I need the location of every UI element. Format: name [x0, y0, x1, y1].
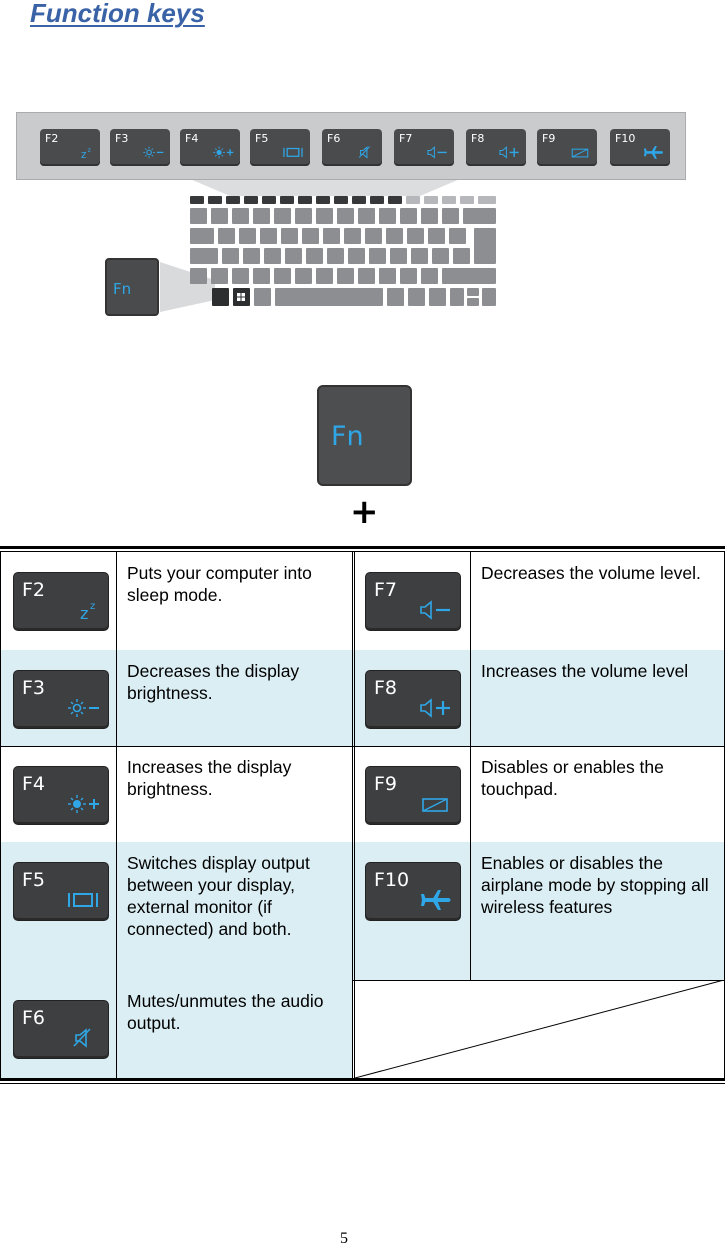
- column-divider: [352, 552, 353, 1078]
- key-label: F3: [22, 677, 46, 699]
- key-label: F7: [374, 579, 398, 601]
- key-f8: [365, 670, 461, 729]
- key-description: Puts your computer into sleep mode.: [127, 563, 312, 605]
- key-label: F5: [22, 869, 46, 891]
- touchpad-icon: [569, 144, 591, 160]
- function-key-label: F10: [615, 132, 636, 145]
- function-key-label: F7: [399, 132, 413, 145]
- brightness-down-icon: [66, 695, 100, 719]
- display-switch-icon: [66, 887, 100, 911]
- plus-sign: +: [350, 492, 379, 532]
- volume-down-icon: [426, 144, 448, 160]
- column-divider: [116, 552, 117, 1078]
- function-key-f8: [466, 129, 526, 166]
- volume-up-icon: [498, 144, 520, 160]
- key-description: Increases the volume level: [481, 661, 689, 681]
- svg-text:z: z: [81, 149, 87, 160]
- volume-up-icon: [418, 695, 452, 719]
- keyboard-illustration: [190, 194, 500, 314]
- function-key-label: F6: [327, 132, 341, 145]
- key-f3: [13, 670, 109, 729]
- function-key-label: F2: [45, 132, 59, 145]
- sleep-icon: [66, 597, 100, 621]
- key-f4: [13, 766, 109, 825]
- airplane-icon: [642, 144, 664, 160]
- mute-icon: [354, 144, 376, 160]
- row-divider: [0, 746, 725, 747]
- key-label: F4: [22, 773, 46, 795]
- function-key-label: F8: [471, 132, 485, 145]
- key-f7: [365, 572, 461, 631]
- function-key-f6: [322, 129, 382, 166]
- display-switch-icon: [282, 144, 304, 160]
- touchpad-icon: [418, 791, 452, 815]
- key-label: F9: [374, 773, 398, 795]
- brightness-up-icon: [212, 144, 234, 160]
- key-description: Disables or enables the touchpad.: [481, 757, 664, 799]
- page-title: Function keys: [30, 0, 205, 28]
- function-key-f4: [180, 129, 240, 166]
- function-key-f10: [610, 129, 670, 166]
- key-description: Increases the display brightness.: [127, 757, 292, 799]
- key-description: Mutes/unmutes the audio output.: [127, 991, 324, 1033]
- function-key-label: F3: [115, 132, 129, 145]
- key-label: F10: [374, 869, 410, 891]
- key-description: Decreases the display brightness.: [127, 661, 300, 703]
- function-key-f2: [40, 129, 100, 166]
- svg-text:z: z: [87, 145, 91, 154]
- key-description: Switches display output between your display, external monitor (if connected) and both.: [127, 853, 310, 939]
- function-key-f5: [250, 129, 310, 166]
- key-label: F8: [374, 677, 398, 699]
- function-key-f7: [394, 129, 454, 166]
- column-divider: [0, 552, 1, 1078]
- function-key-label: F9: [542, 132, 556, 145]
- svg-text:z: z: [80, 604, 89, 621]
- airplane-icon: [418, 887, 452, 911]
- table-top-rule: [0, 546, 725, 549]
- sleep-icon: [72, 144, 94, 160]
- key-label: F6: [22, 1007, 46, 1029]
- function-key-f3: [110, 129, 170, 166]
- function-key-f9: [537, 129, 597, 166]
- brightness-up-icon: [66, 791, 100, 815]
- page-number: 5: [340, 1230, 348, 1247]
- function-key-label: F5: [255, 132, 269, 145]
- function-key-label: F4: [185, 132, 199, 145]
- brightness-down-icon: [142, 144, 164, 160]
- empty-cell-diagonal: [355, 980, 725, 1078]
- column-divider: [470, 552, 471, 980]
- key-description: Enables or disables the airplane mode by stopping all wireless features: [481, 853, 709, 917]
- volume-down-icon: [418, 597, 452, 621]
- key-label: F2: [22, 579, 46, 601]
- key-f5: [13, 862, 109, 921]
- key-f6: [13, 1000, 109, 1059]
- key-f10: [365, 862, 461, 921]
- key-f9: [365, 766, 461, 825]
- svg-text:z: z: [90, 601, 96, 612]
- table-bottom-rule: [0, 1078, 725, 1081]
- key-description: Decreases the volume level.: [481, 563, 701, 583]
- table-bottom-rule-thin: [0, 1083, 725, 1084]
- fn-key-large: Fn: [317, 385, 412, 486]
- key-f2: [13, 572, 109, 631]
- mute-icon: [66, 1025, 100, 1049]
- table-top-rule-thin: [0, 551, 725, 552]
- fn-key-callout: Fn: [105, 258, 159, 316]
